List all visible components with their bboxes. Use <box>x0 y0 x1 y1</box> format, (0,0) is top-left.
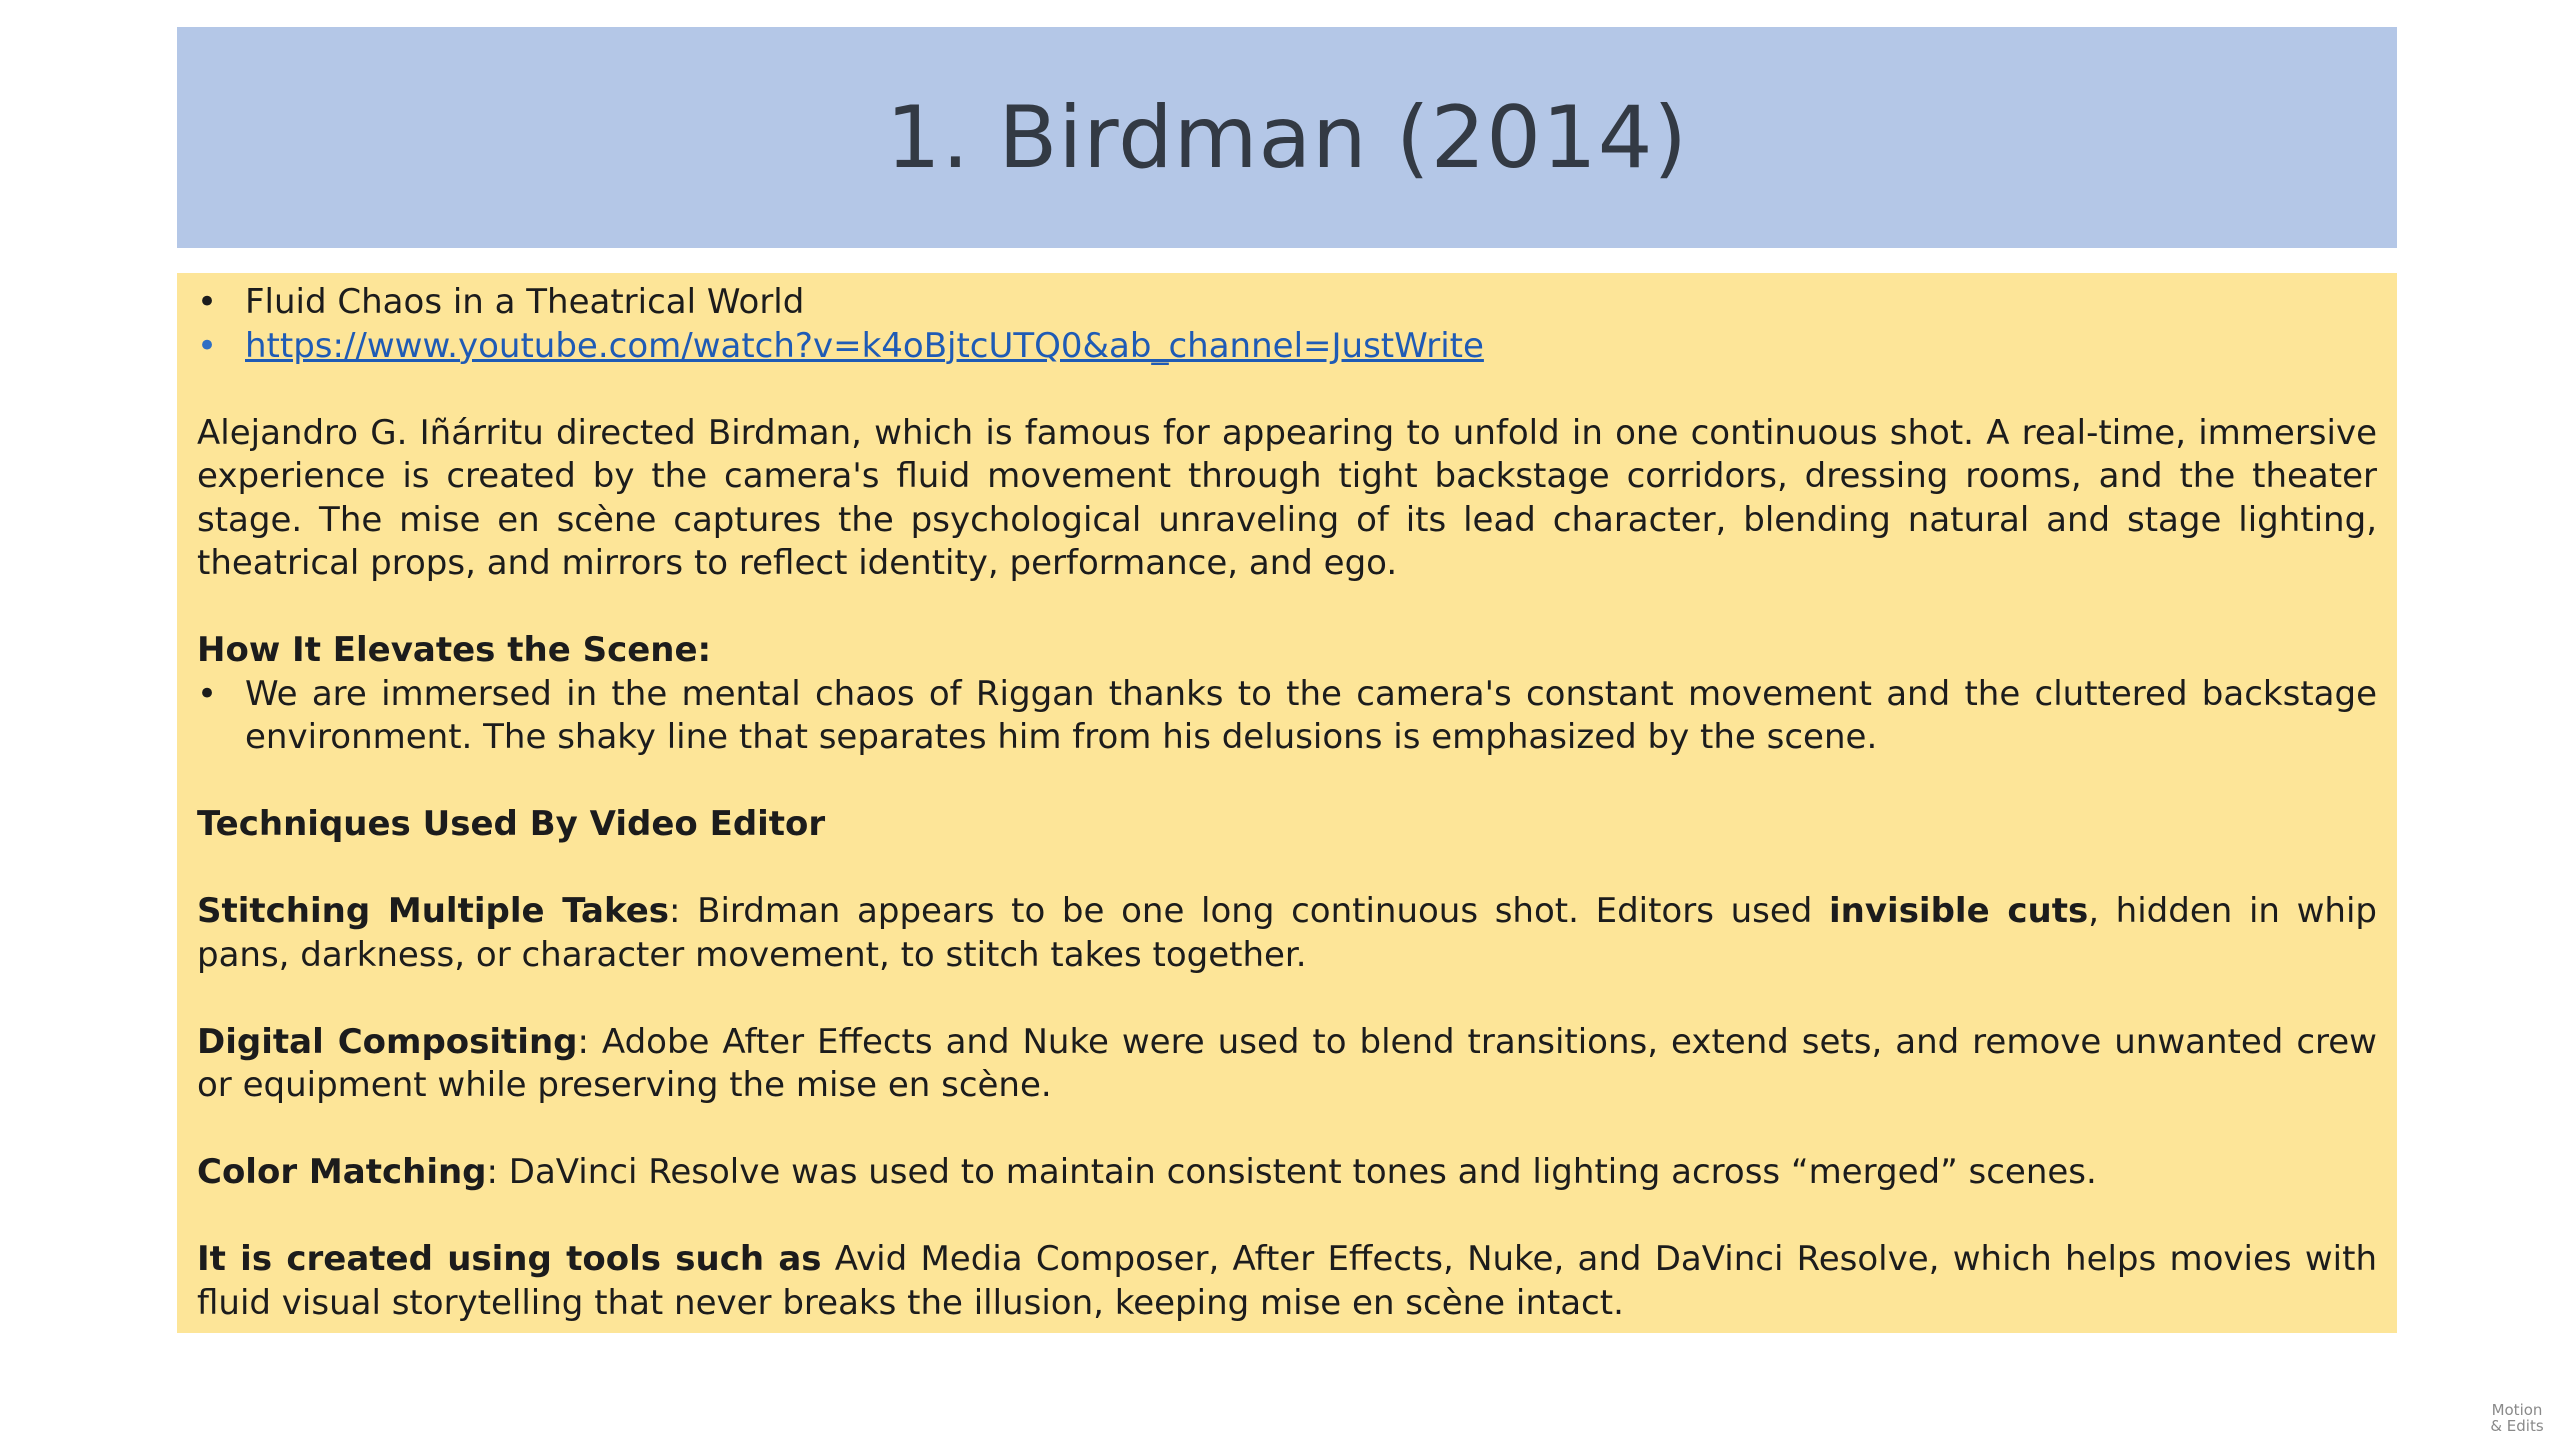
compositing-paragraph <box>197 1021 2377 1108</box>
bullet-icon: • <box>197 673 218 714</box>
color-matching-paragraph <box>197 1151 2377 1195</box>
logo-line: & Edits <box>2490 1417 2544 1435</box>
tools-paragraph <box>197 1238 2377 1325</box>
tools-text: Avid Media Composer, After Effects, Nuke, and DaVinci Resolve, which helps movies with fluid visual storytelling that never breaks the illusion, keeping mise en scène intact. <box>197 1239 2377 1323</box>
elevates-bullet-text: We are immersed in the mental chaos of Riggan thanks to the camera's constant movement and the cluttered backstage environment. The shaky line that separates him from his delusions is emphasized by the scene. <box>245 673 2377 757</box>
spacer <box>197 977 2377 1021</box>
top-bullet-list <box>197 281 2377 368</box>
subtitle-text: Fluid Chaos in a Theatrical World <box>245 282 805 322</box>
title-banner <box>177 27 2397 248</box>
youtube-link[interactable]: https://www.youtube.com/watch?v=k4oBjtcUTQ0&ab_channel=JustWrite <box>245 325 1484 366</box>
bullet-icon: • <box>197 325 218 366</box>
content-box <box>177 273 2397 1333</box>
elevates-heading: How It Elevates the Scene: <box>197 630 712 670</box>
compositing-term: Digital Compositing <box>197 1021 578 1062</box>
tools-lead: It is created using tools such as <box>197 1239 822 1279</box>
list-item <box>197 325 2377 369</box>
stitching-term: Stitching Multiple Takes <box>197 891 669 931</box>
spacer <box>197 368 2377 412</box>
stitching-text-a: : Birdman appears to be one long continuous shot. Editors used <box>669 891 1830 931</box>
list-item <box>197 281 2377 325</box>
motion-edits-logo <box>2482 1402 2552 1434</box>
invisible-cuts-term: invisible cuts <box>1829 891 2089 931</box>
color-matching-text: : DaVinci Resolve was used to maintain consistent tones and lighting across “merged” scenes. <box>486 1152 2097 1192</box>
color-matching-term: Color Matching <box>197 1152 487 1192</box>
compositing-text: : Adobe After Effects and Nuke were used to blend transitions, extend sets, and remove unwanted crew or equipment while preserving the mise en scène. <box>197 1021 2377 1105</box>
stitching-text-b: , hidden in whip pans, darkness, or character movement, to stitch takes together. <box>197 891 2377 975</box>
stitching-paragraph <box>197 890 2377 977</box>
elevates-bullet-list <box>197 673 2377 760</box>
logo-line: Motion <box>2491 1401 2543 1419</box>
spacer <box>197 1108 2377 1152</box>
techniques-heading: Techniques Used By Video Editor <box>197 804 826 844</box>
slide-title: 1. Birdman (2014) <box>885 87 1688 188</box>
bullet-icon: • <box>197 282 218 322</box>
spacer <box>197 847 2377 891</box>
intro-paragraph: Alejandro G. Iñárritu directed Birdman, which is famous for appearing to unfold in one continuous shot. A real-time, immersive experience is created by the camera's fluid movement through tight backstage corridors, dressing rooms, and the theater stage. The mise en scène captures the psychological unraveling of its lead character, blending natural and stage lighting, theatrical props, and mirrors to reflect identity, performance, and ego. <box>197 412 2377 583</box>
spacer <box>197 586 2377 630</box>
list-item <box>197 673 2377 760</box>
spacer <box>197 760 2377 804</box>
spacer <box>197 1195 2377 1239</box>
